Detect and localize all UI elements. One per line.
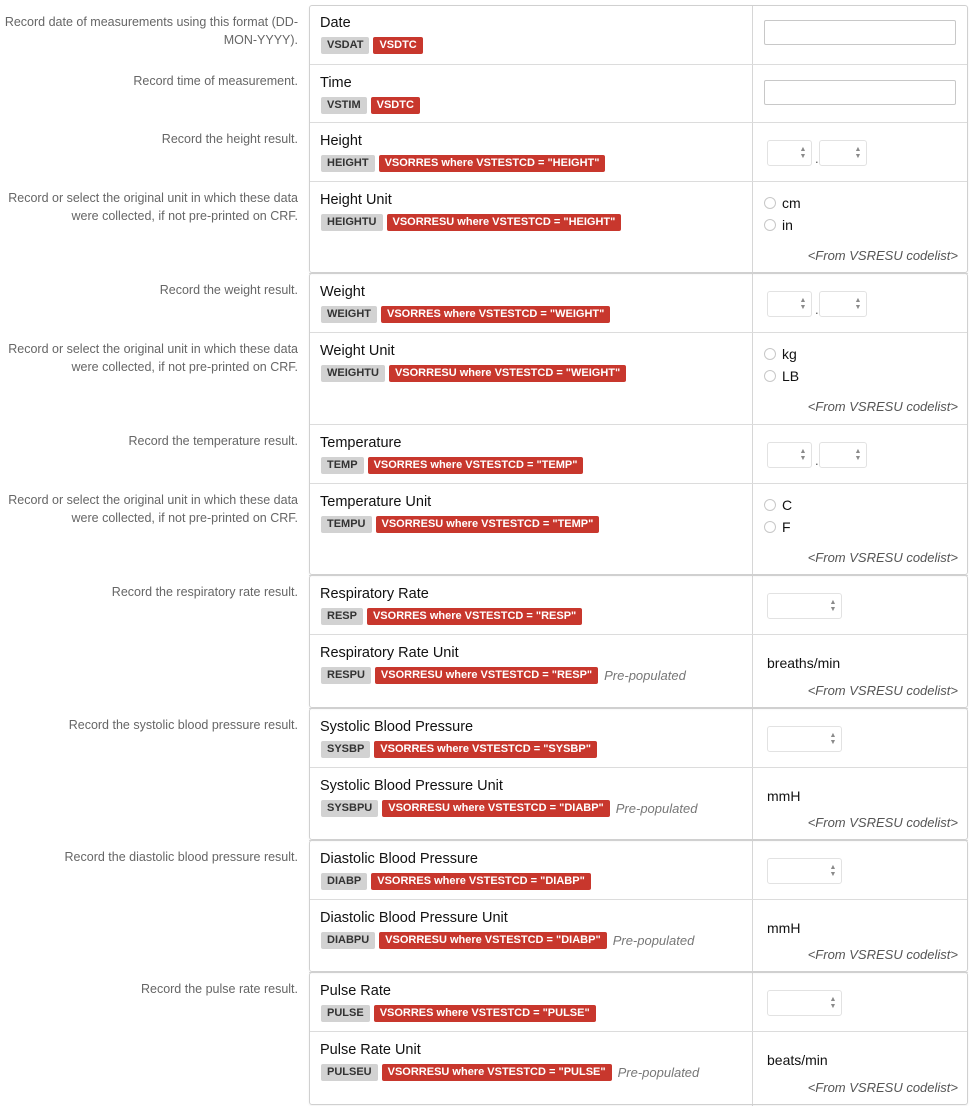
sdtm-mapping-tag: VSORRES where VSTESTCD = "RESP" — [367, 608, 582, 625]
field-input-area — [759, 274, 968, 333]
sdtm-mapping-tag: VSORRESU where VSTESTCD = "RESP" — [375, 667, 598, 684]
sdtm-mapping-tag: VSORRES where VSTESTCD = "HEIGHT" — [379, 155, 606, 172]
field-label: Diastolic Blood Pressure Unit — [320, 910, 508, 926]
field-panel — [309, 483, 968, 576]
annotation-tags — [321, 740, 597, 758]
field-input-area — [759, 709, 968, 768]
field-panel — [309, 575, 968, 635]
field-label: Date — [320, 15, 351, 31]
annotation-tags — [321, 364, 626, 382]
radio-option-label: cm — [782, 195, 801, 211]
date-input[interactable] — [764, 20, 956, 45]
field-definition — [309, 635, 753, 709]
value-stepper[interactable] — [767, 593, 842, 619]
instruction-text: Record date of measurements using this format (DD-MON-YYYY). — [4, 15, 298, 47]
field-label: Respiratory Rate — [320, 586, 429, 602]
annotation-tags — [321, 213, 621, 231]
field-panel — [309, 767, 968, 841]
variable-code-tag: SYSBPU — [321, 800, 378, 817]
stepper-arrows-icon[interactable]: ▲ ▼ — [854, 297, 862, 311]
decimal-point: . — [815, 151, 819, 166]
decimal-part-stepper[interactable] — [819, 442, 867, 468]
field-label: Pulse Rate Unit — [320, 1042, 421, 1058]
field-panel — [309, 708, 968, 768]
instruction-text: Record the temperature result. — [128, 434, 298, 448]
field-input-area — [759, 841, 968, 900]
annotation-tags — [321, 96, 420, 114]
unit-value: mmH — [767, 920, 801, 936]
sdtm-mapping-tag: VSORRES where VSTESTCD = "PULSE" — [374, 1005, 596, 1022]
stepper-arrows-icon[interactable]: ▲ ▼ — [799, 297, 807, 311]
field-definition — [309, 484, 753, 576]
stepper-arrows-icon[interactable]: ▲ ▼ — [854, 448, 862, 462]
field-panel — [309, 332, 968, 425]
field-label: Diastolic Blood Pressure — [320, 851, 478, 867]
field-panel — [309, 64, 968, 123]
radio-button-icon[interactable] — [764, 521, 776, 533]
variable-code-tag: TEMP — [321, 457, 364, 474]
sdtm-mapping-tag: VSORRESU where VSTESTCD = "PULSE" — [382, 1064, 612, 1081]
instruction-text: Record the weight result. — [159, 283, 298, 297]
annotation-tags — [321, 456, 583, 474]
field-panel — [309, 181, 968, 274]
field-input-area — [759, 5, 968, 64]
radio-button-icon[interactable] — [764, 370, 776, 382]
instruction-text: Record the pulse rate result. — [140, 982, 298, 996]
sdtm-mapping-tag: VSDTC — [371, 97, 420, 114]
variable-code-tag: RESP — [321, 608, 363, 625]
stepper-arrows-icon[interactable]: ▲ ▼ — [829, 996, 837, 1010]
form-row-diabp — [0, 840, 975, 899]
field-panel — [309, 122, 968, 182]
sdtm-mapping-tag: VSORRESU where VSTESTCD = "DIABP" — [379, 932, 607, 949]
field-definition — [309, 274, 753, 333]
instruction-text: Record or select the original unit in which these data were collected, if not pre-printed on CRF. — [8, 493, 298, 525]
annotation-tags — [321, 666, 686, 684]
annotation-tags — [321, 1063, 699, 1081]
value-stepper[interactable] — [767, 858, 842, 884]
field-label: Weight Unit — [320, 343, 395, 359]
sdtm-mapping-tag: VSORRES where VSTESTCD = "WEIGHT" — [381, 306, 610, 323]
radio-button-icon[interactable] — [764, 348, 776, 360]
radio-button-icon[interactable] — [764, 219, 776, 231]
field-definition — [309, 841, 753, 900]
field-label: Temperature Unit — [320, 494, 432, 510]
form-row-pulseu — [0, 1031, 975, 1105]
variable-code-tag: TEMPU — [321, 516, 372, 533]
form-row-height — [0, 122, 975, 181]
field-input-area — [759, 65, 968, 123]
annotation-tags — [321, 305, 610, 323]
instruction-text: Record the diastolic blood pressure result. — [64, 850, 298, 864]
instruction-text: Record the height result. — [161, 132, 298, 146]
radio-option-label: F — [782, 519, 791, 535]
field-definition — [309, 65, 753, 123]
form-row-tempu — [0, 483, 975, 575]
field-label: Respiratory Rate Unit — [320, 645, 459, 661]
field-label: Time — [320, 75, 352, 91]
variable-code-tag: DIABPU — [321, 932, 375, 949]
instruction-text: Record time of measurement. — [133, 74, 298, 88]
form-row-pulse — [0, 972, 975, 1031]
field-panel — [309, 840, 968, 900]
field-definition — [309, 973, 753, 1032]
field-input-area — [759, 425, 968, 484]
field-input-area — [759, 1032, 968, 1106]
codelist-reference: <From VSRESU codelist> — [807, 815, 958, 830]
field-definition — [309, 5, 753, 64]
field-label: Height — [320, 133, 362, 149]
decimal-part-stepper[interactable] — [819, 291, 867, 317]
prepopulated-note: Pre-populated — [615, 800, 698, 816]
field-panel — [309, 273, 968, 333]
form-row-sysbpu — [0, 767, 975, 840]
codelist-reference: <From VSRESU codelist> — [807, 550, 958, 565]
annotation-tags — [321, 1004, 596, 1022]
stepper-arrows-icon[interactable]: ▲ ▼ — [829, 864, 837, 878]
field-input-area — [759, 484, 968, 576]
stepper-arrows-icon[interactable]: ▲ ▼ — [799, 146, 807, 160]
variable-code-tag: RESPU — [321, 667, 371, 684]
unit-radio-option[interactable] — [764, 195, 801, 211]
decimal-point: . — [815, 453, 819, 468]
form-row-vstim — [0, 64, 975, 122]
annotation-tags — [321, 36, 423, 54]
field-panel — [309, 899, 968, 973]
variable-code-tag: VSDAT — [321, 37, 369, 54]
field-definition — [309, 768, 753, 841]
instruction-text: Record the systolic blood pressure result. — [68, 718, 298, 732]
form-row-resp — [0, 575, 975, 634]
form-row-sysbp — [0, 708, 975, 767]
annotation-tags — [321, 154, 605, 172]
form-row-weight — [0, 273, 975, 332]
instruction-text: Record or select the original unit in which these data were collected, if not pre-printed on CRF. — [8, 342, 298, 374]
instruction-text: Record the respiratory rate result. — [111, 585, 298, 599]
decimal-point: . — [815, 302, 819, 317]
stepper-arrows-icon[interactable]: ▲ ▼ — [829, 599, 837, 613]
codelist-reference: <From VSRESU codelist> — [807, 683, 958, 698]
field-input-area — [759, 182, 968, 274]
sdtm-mapping-tag: VSORRESU where VSTESTCD = "DIABP" — [382, 800, 610, 817]
variable-code-tag: SYSBP — [321, 741, 370, 758]
instruction-text: Record or select the original unit in which these data were collected, if not pre-printed on CRF. — [8, 191, 298, 223]
field-panel — [309, 972, 968, 1032]
decimal-part-stepper[interactable] — [819, 140, 867, 166]
field-definition — [309, 182, 753, 274]
stepper-arrows-icon[interactable]: ▲ ▼ — [854, 146, 862, 160]
time-input[interactable] — [764, 80, 956, 105]
variable-code-tag: WEIGHTU — [321, 365, 385, 382]
prepopulated-note: Pre-populated — [612, 932, 695, 948]
unit-radio-option[interactable] — [764, 497, 792, 513]
field-panel — [309, 424, 968, 484]
field-label: Pulse Rate — [320, 983, 391, 999]
unit-radio-option[interactable] — [764, 519, 791, 535]
field-definition — [309, 333, 753, 425]
field-panel — [309, 1031, 968, 1106]
field-definition — [309, 123, 753, 182]
radio-button-icon[interactable] — [764, 197, 776, 209]
value-stepper[interactable] — [767, 726, 842, 752]
field-input-area — [759, 333, 968, 425]
field-definition — [309, 709, 753, 768]
unit-value: beats/min — [767, 1052, 828, 1068]
field-definition — [309, 576, 753, 635]
unit-radio-option[interactable] — [764, 346, 797, 362]
prepopulated-note: Pre-populated — [604, 667, 686, 683]
sdtm-mapping-tag: VSORRES where VSTESTCD = "SYSBP" — [374, 741, 597, 758]
field-definition — [309, 425, 753, 484]
integer-part-stepper[interactable] — [767, 442, 812, 468]
prepopulated-note: Pre-populated — [617, 1064, 700, 1080]
variable-code-tag: PULSE — [321, 1005, 370, 1022]
codelist-reference: <From VSRESU codelist> — [807, 399, 958, 414]
field-label: Systolic Blood Pressure Unit — [320, 778, 503, 794]
form-row-diabpu — [0, 899, 975, 972]
variable-code-tag: HEIGHT — [321, 155, 375, 172]
field-label: Height Unit — [320, 192, 392, 208]
stepper-arrows-icon[interactable]: ▲ ▼ — [799, 448, 807, 462]
form-row-weightu — [0, 332, 975, 424]
variable-code-tag: WEIGHT — [321, 306, 377, 323]
unit-value: breaths/min — [767, 655, 841, 671]
integer-part-stepper[interactable] — [767, 140, 812, 166]
field-input-area — [759, 900, 968, 973]
sdtm-mapping-tag: VSORRESU where VSTESTCD = "HEIGHT" — [387, 214, 622, 231]
field-definition — [309, 1032, 753, 1106]
unit-value: mmH — [767, 788, 801, 804]
radio-option-label: C — [782, 497, 793, 513]
annotation-tags — [321, 515, 599, 533]
sdtm-mapping-tag: VSDTC — [373, 37, 422, 54]
stepper-arrows-icon[interactable]: ▲ ▼ — [829, 732, 837, 746]
field-input-area — [759, 635, 968, 709]
variable-code-tag: VSTIM — [321, 97, 367, 114]
variable-code-tag: DIABP — [321, 873, 367, 890]
radio-option-label: kg — [782, 346, 797, 362]
annotation-tags — [321, 607, 582, 625]
form-row-vsdat — [0, 5, 975, 64]
field-definition — [309, 900, 753, 973]
form-row-heightu — [0, 181, 975, 273]
annotation-tags — [321, 872, 591, 890]
field-input-area — [759, 576, 968, 635]
field-input-area — [759, 768, 968, 841]
annotation-tags — [321, 799, 697, 817]
codelist-reference: <From VSRESU codelist> — [807, 947, 958, 962]
sdtm-mapping-tag: VSORRES where VSTESTCD = "TEMP" — [368, 457, 584, 474]
value-stepper[interactable] — [767, 990, 842, 1016]
field-input-area — [759, 973, 968, 1032]
sdtm-mapping-tag: VSORRESU where VSTESTCD = "TEMP" — [376, 516, 600, 533]
field-panel — [309, 5, 968, 64]
field-panel — [309, 634, 968, 709]
field-input-area — [759, 123, 968, 182]
sdtm-mapping-tag: VSORRESU where VSTESTCD = "WEIGHT" — [389, 365, 626, 382]
radio-button-icon[interactable] — [764, 499, 776, 511]
unit-radio-option[interactable] — [764, 368, 799, 384]
variable-code-tag: PULSEU — [321, 1064, 378, 1081]
unit-radio-option[interactable] — [764, 217, 793, 233]
form-row-respu — [0, 634, 975, 708]
form-row-temp — [0, 424, 975, 483]
annotation-tags — [321, 931, 694, 949]
variable-code-tag: HEIGHTU — [321, 214, 383, 231]
codelist-reference: <From VSRESU codelist> — [807, 1080, 958, 1095]
sdtm-mapping-tag: VSORRES where VSTESTCD = "DIABP" — [371, 873, 591, 890]
radio-option-label: in — [782, 217, 793, 233]
codelist-reference: <From VSRESU codelist> — [807, 248, 958, 263]
field-label: Weight — [320, 284, 365, 300]
field-label: Temperature — [320, 435, 402, 451]
field-label: Systolic Blood Pressure — [320, 719, 474, 735]
integer-part-stepper[interactable] — [767, 291, 812, 317]
radio-option-label: LB — [782, 368, 800, 384]
